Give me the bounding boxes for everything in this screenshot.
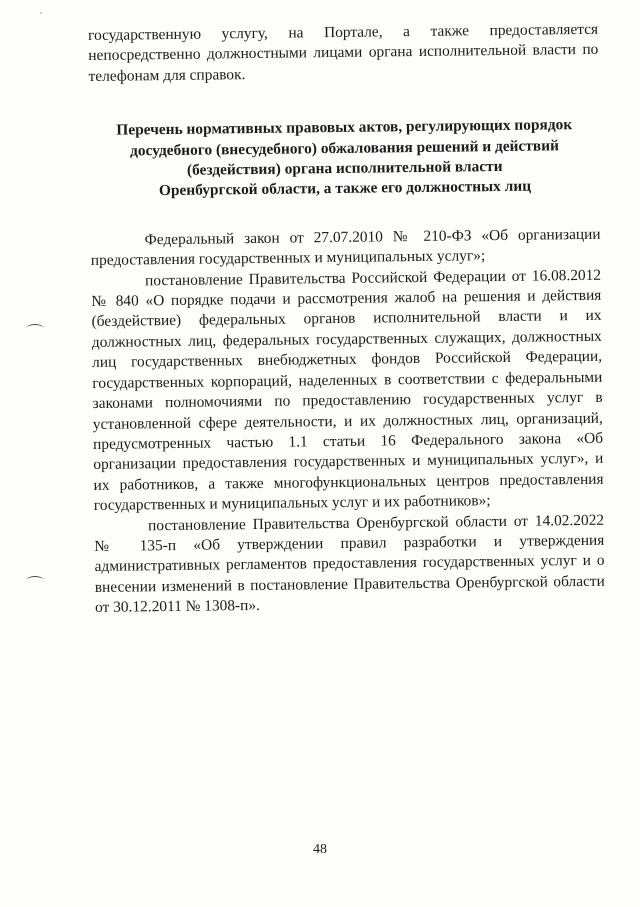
intro-paragraph: государственную услугу, на Портале, а также предоставляется непосредственно должностными лицами органа исполнительной власти по телефонам для справок. bbox=[88, 20, 599, 85]
list-item-government-decree-840: постановление Правительства Российской Федерации от 16.08.2012 № 840 «О порядке подачи и рассмотрения жалоб на решения и действия (бездействие) федеральных органов исполнительной власти и их должностных лиц, федеральных государственных служащих, должностных лиц государственных внебюджетных фондов Российской Федерации, государственных корпораций, наделенных в соответствии с федеральными законами полномочиями по предоставлению государственных услуг в установленной сфере деятельности, и их должностных лиц, организаций, предусмотренных частью 1.1 статьи 16 Федерального закона «Об организации предоставления государственных и муниципальных услуг», и их работников, а также многофункциональных центров предоставления государственных и муниципальных услуг и их работников»; bbox=[91, 266, 604, 515]
page-number: 48 bbox=[313, 842, 327, 857]
heading-line: Оренбургской области, а также его должностных лиц bbox=[158, 178, 532, 200]
section-heading bbox=[89, 115, 600, 203]
hole-punch-mark-top bbox=[26, 324, 44, 333]
heading-line: досудебного (внесудебного) обжалования решений и действий bbox=[129, 136, 560, 160]
heading-line: Перечень нормативных правовых актов, регулирующих порядок bbox=[116, 116, 573, 139]
legal-acts-list bbox=[91, 225, 606, 619]
heading-line: (бездействия) органа исполнительной власти bbox=[186, 157, 503, 179]
document-body bbox=[88, 20, 605, 619]
hole-punch-mark-bottom bbox=[26, 576, 44, 585]
scan-speck bbox=[40, 12, 42, 14]
list-item-regional-decree-135: постановление Правительства Оренбургской области от 14.02.2022 № 135-п «Об утверждении правил разработки и утверждения административных регламентов предоставления государственных услуг и о внесении изменений в постановление Правительства Оренбургской области от 30.12.2011 № 1308-п». bbox=[94, 511, 605, 617]
list-item-federal-law: Федеральный закон от 27.07.2010 № 210-ФЗ «Об организации предоставления государственных и муниципальных услуг»; bbox=[90, 225, 601, 270]
